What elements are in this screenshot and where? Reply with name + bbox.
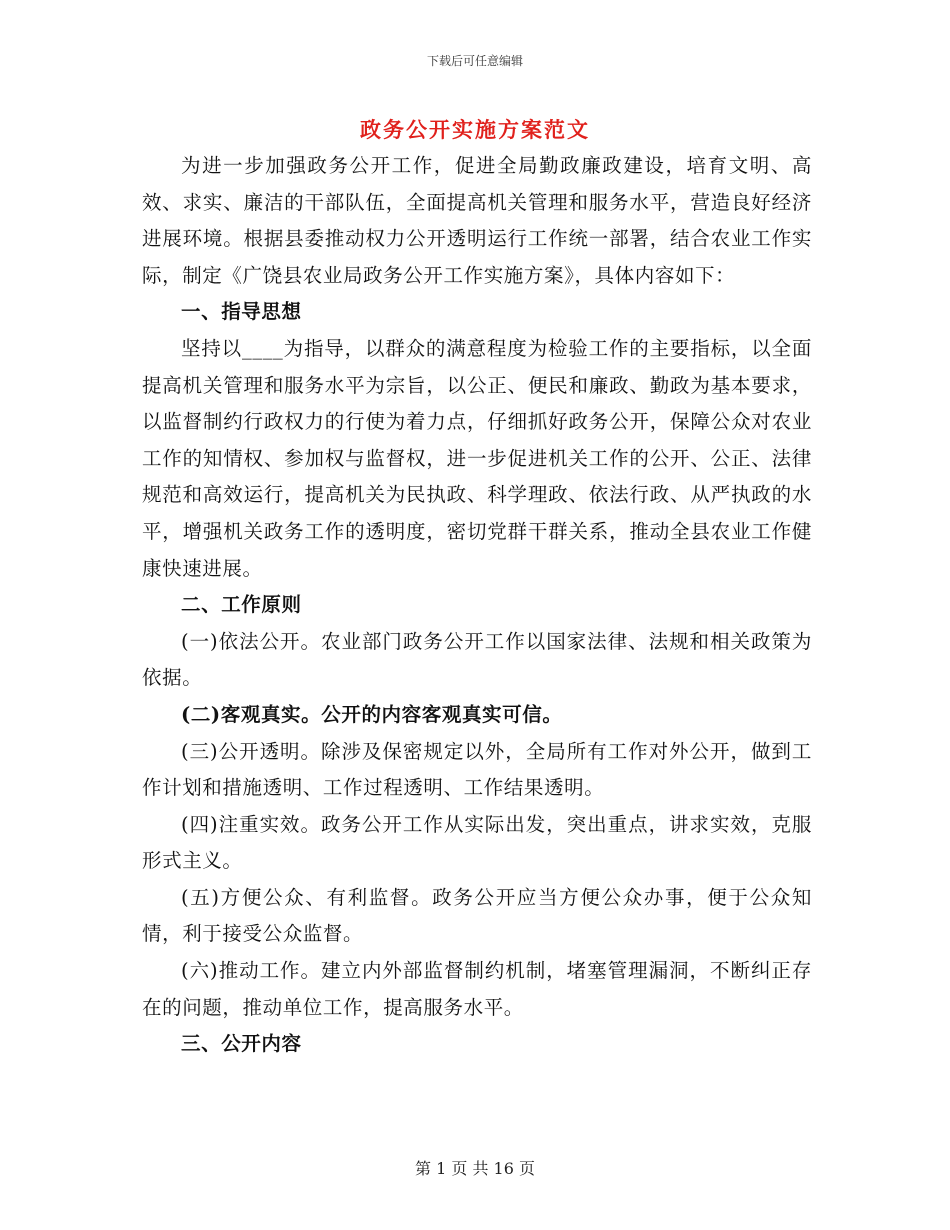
- principle-6-paragraph: (六)推动工作。建立内外部监督制约机制，堵塞管理漏洞，不断纠正存在的问题，推动单位工作，提高服务水平。: [142, 959, 812, 1019]
- principle-2-paragraph: (二)客观真实。公开的内容客观真实可信。: [181, 702, 563, 726]
- principle-4-paragraph: (四)注重实效。政务公开工作从实际出发，突出重点，讲求实效，克服形式主义。: [142, 812, 812, 873]
- document-title: 政务公开实施方案范文: [360, 117, 590, 142]
- principle-1-paragraph: (一)依法公开。农业部门政务公开工作以国家法律、法规和相关政策为依据。: [142, 629, 812, 690]
- guiding-ideology-paragraph: 坚持以____为指导，以群众的满意程度为检验工作的主要指标，以全面提高机关管理和服务水平为宗旨，以公正、便民和廉政、勤政为基本要求，以监督制约行政权力的行使为着力点，仔细抓好政务公开，保障公众对农业工作的知情权、参加权与监督权，进一步促进机关工作的公开、公正、法律规范和高效运行，提高机关为民执政、科学理政、依法行政、从严执政的水平，增强机关政务工作的透明度，密切党群干群关系，推动全县农业工作健康快速进展。: [142, 336, 812, 580]
- principle-5-paragraph: (五)方便公众、有利监督。政务公开应当方便公众办事，便于公众知情，利于接受公众监督。: [142, 885, 812, 946]
- section-heading-work-principles: 二、工作原则: [181, 593, 302, 617]
- document-body: [142, 148, 812, 1063]
- section-heading-public-content: 三、公开内容: [181, 1032, 302, 1056]
- intro-paragraph: 为进一步加强政务公开工作，促进全局勤政廉政建设，培育文明、高效、求实、廉洁的干部队伍，全面提高机关管理和服务水平，营造良好经济进展环境。根据县委推动权力公开透明运行工作统一部署，结合农业工作实际，制定《广饶县农业局政务公开工作实施方案》，具体内容如下：: [142, 154, 812, 287]
- page-header: 下载后可任意编辑: [426, 54, 523, 68]
- section-heading-guiding-ideology: 一、指导思想: [181, 300, 302, 324]
- principle-3-paragraph: (三)公开透明。除涉及保密规定以外，全局所有工作对外公开，做到工作计划和措施透明、工作过程透明、工作结果透明。: [142, 739, 812, 800]
- page-number: 第 1 页 共 16 页: [415, 1159, 535, 1178]
